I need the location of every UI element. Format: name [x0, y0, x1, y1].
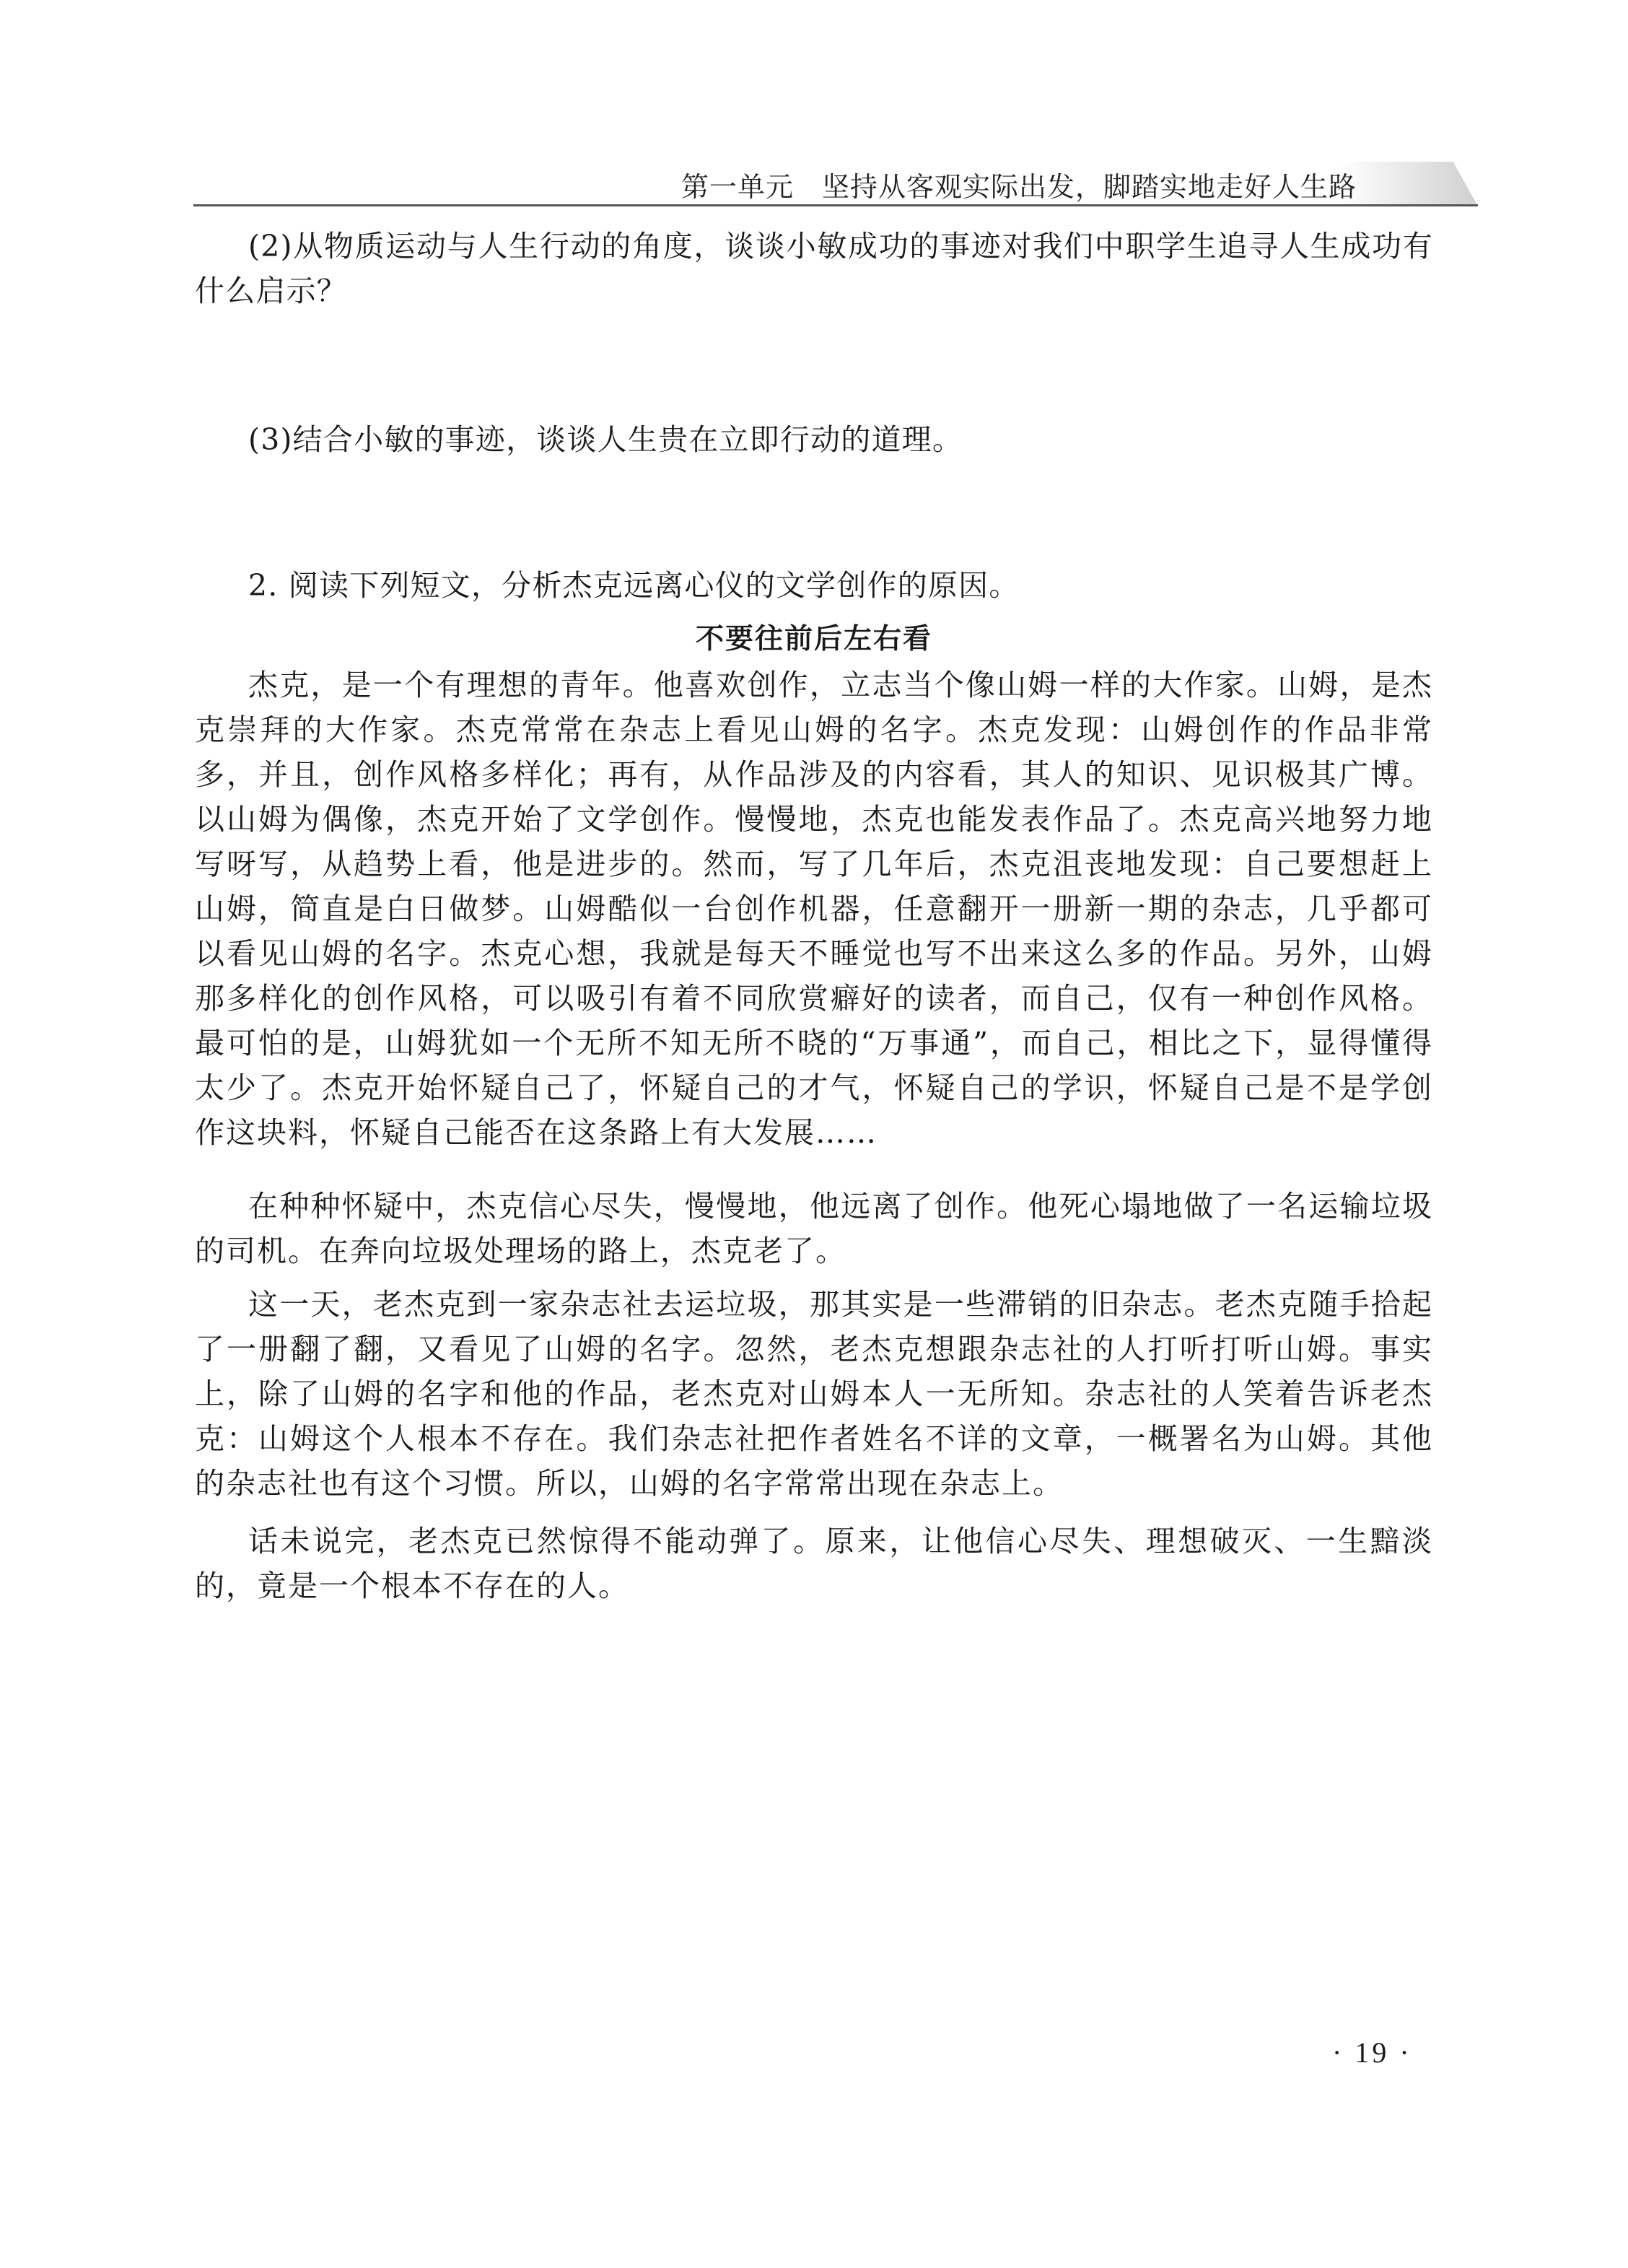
- story-title: 不要往前后左右看: [695, 623, 932, 655]
- running-header: [193, 162, 1478, 206]
- page-number: · 19 ·: [1332, 2036, 1412, 2069]
- header-rule: [193, 204, 1478, 206]
- question-3: (3)结合小敏的事迹，谈谈人生贵在立即行动的道理。: [248, 422, 963, 457]
- story-paragraph-2: 在种种怀疑中，杰克信心尽失，慢慢地，他远离了创作。他死心塌地做了一名运输垃圾的司机。在奔向垃圾处理场的路上，杰克老了。: [195, 1189, 1433, 1268]
- story-paragraph-1: 杰克，是一个有理想的青年。他喜欢创作，立志当个像山姆一样的大作家。山姆，是杰克崇拜的大作家。杰克常常在杂志上看见山姆的名字。杰克发现：山姆创作的作品非常多，并且，创作风格多样化；再有，从作品涉及的内容看，其人的知识、见识极其广博。以山姆为偶像，杰克开始了文学创作。慢慢地，杰克也能发表作品了。杰克高兴地努力地写呀写，从趋势上看，他是进步的。然而，写了几年后，杰克沮丧地发现：自己要想赶上山姆，简直是白日做梦。山姆酷似一台创作机器，任意翻开一册新一期的杂志，几乎都可以看见山姆的名字。杰克心想，我就是每天不睡觉也写不出来这么多的作品。另外，山姆那多样化的创作风格，可以吸引有着不同欣赏癖好的读者，而自己，仅有一种创作风格。最可怕的是，山姆犹如一个无所不知无所不晓的“万事通”，而自己，相比之下，显得懂得太少了。杰克开始怀疑自己了，怀疑自己的才气，怀疑自己的学识，怀疑自己是不是学创作这块料，怀疑自己能否在这条路上有大发展……: [195, 668, 1433, 1150]
- story-paragraph-3: 这一天，老杰克到一家杂志社去运垃圾，那其实是一些滞销的旧杂志。老杰克随手拾起了一册翻了翻，又看见了山姆的名字。忽然，老杰克想跟杂志社的人打听打听山姆。事实上，除了山姆的名字和他的作品，老杰克对山姆本人一无所知。杂志社的人笑着告诉老杰克：山姆这个人根本不存在。我们杂志社把作者姓名不详的文章，一概署名为山姆。其他的杂志社也有这个习惯。所以，山姆的名字常常出现在杂志上。: [195, 1287, 1433, 1501]
- question-2: (2)从物质运动与人生行动的角度，谈谈小敏成功的事迹对我们中职学生追寻人生成功有什么启示？: [195, 229, 1433, 308]
- header-tab-shape: [1341, 162, 1478, 206]
- task-2-prompt: 2. 阅读下列短文，分析杰克远离心仪的文学创作的原因。: [248, 568, 1020, 603]
- header-title: 第一单元 坚持从客观实际出发，脚踏实地走好人生路: [680, 171, 1357, 203]
- story-paragraph-4: 话未说完，老杰克已然惊得不能动弹了。原来，让他信心尽失、理想破灭、一生黯淡的，竟是一个根本不存在的人。: [195, 1524, 1433, 1603]
